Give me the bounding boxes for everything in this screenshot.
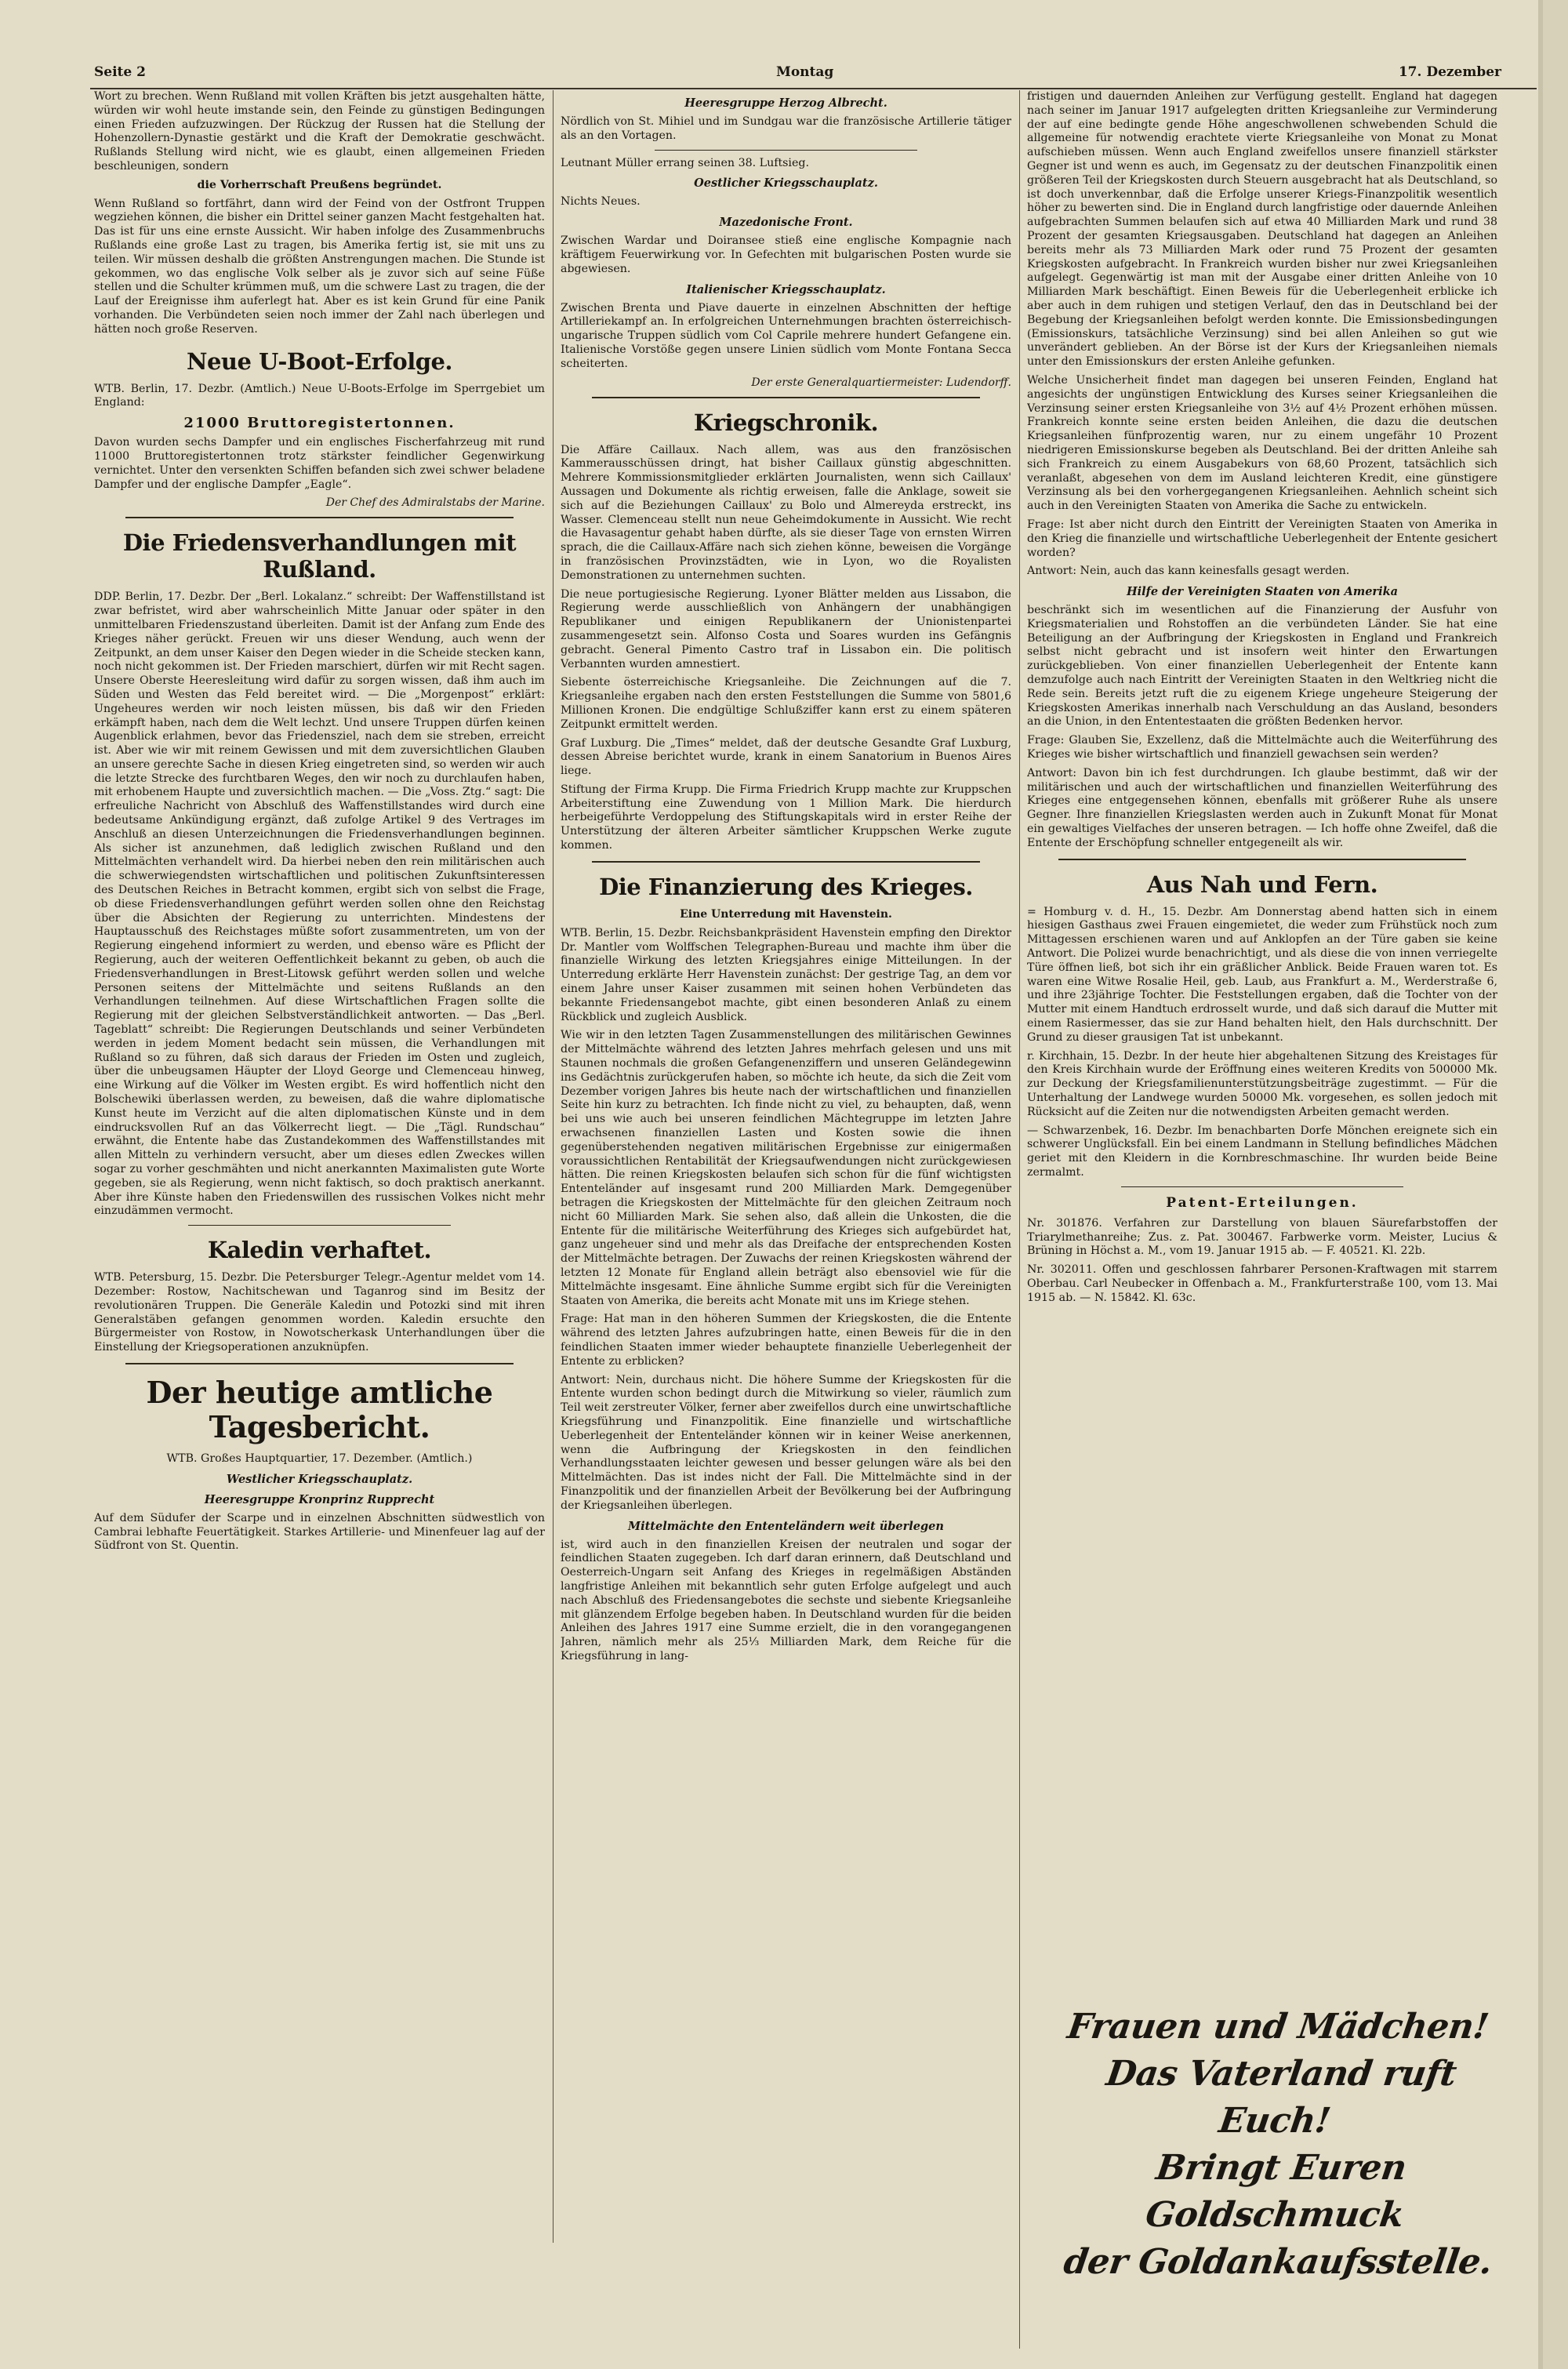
article-text: Frage: Ist aber nicht durch den Eintritt der Vereinigten Staaten von Amerika in den Krieg die finanzielle und wirtschaftliche Ueberlegenheit der Entente gesichert worden? — [1027, 518, 1497, 559]
subhead: Oestlicher Kriegsschauplatz. — [694, 176, 878, 191]
bericht-headline: Der heutige amtliche Tagesbericht. — [146, 1374, 493, 1444]
next-page-strip — [1543, 0, 1568, 2369]
separator — [1058, 859, 1466, 860]
ad-line: Bringt Euren Goldschmuck — [1143, 2148, 1409, 2235]
ad-line: Das Vaterland ruft Euch! — [1103, 2054, 1459, 2141]
tonnage-figure: 21000 Bruttoregistertonnen. — [183, 415, 456, 432]
article-text: Welche Unsicherheit findet man dagegen bei unseren Feinden, England hat angesichts der ungünstigen Entwicklung des Kurses seiner Kriegsanleihen die Verzinsung seiner ersten Kriegsanleihe von 3½ auf 4½ Prozent erhöhen müssen. Frankreich konnte seine ersten beiden Anleihen, die dazu die deutschen Kriegsanleihen fünfprozentig waren, nur zu einem ungefähr 10 Prozent niedrigeren Emissionskurse begeben als Deutschland. Bei der dritten Anleihe sah sich Frankreich zu einem Ausgabekurs von 68,60 Prozent, tatsächlich sich veranlaßt, abgesehen von dem im Ausland leichteren Kredit, eine günstigere Verzinsung als bei den vorhergegangenen Kriegsanleihen. Aehnlich scheint sich auch in den Vereinigten Staaten von Amerika die Sache zu entwickeln. — [1027, 373, 1497, 513]
column-2 — [561, 90, 1011, 2286]
weekday: Montag — [776, 64, 834, 80]
article-text: Davon wurden sechs Dampfer und ein englisches Fischerfahrzeug mit rund 11000 Bruttoregistertonnen trotz stärkster feindlicher Gegenwirkung vernichtet. Unter den versenkten Schiffen befanden sich zwei schwer beladene Dampfer und der englische Dampfer „Eagle“. — [94, 436, 545, 491]
subhead: Heeresgruppe Kronprinz Rupprecht — [204, 1492, 435, 1506]
frieden-headline: Die Friedensverhandlungen mit Rußland. — [122, 529, 517, 583]
article-text: Zwischen Brenta und Piave dauerte in einzelnen Abschnitten der heftige Artilleriekampf an. In erfolgreichen Unternehmungen brachten österreichisch-ungarische Truppen südlich vom Col Caprile mehrere hundert Gefangene ein. Italienische Vorstöße gegen unsere Linien südlich vom Monte Fontana Secca scheiterten. — [561, 301, 1011, 370]
subhead: Heeresgruppe Herzog Albrecht. — [684, 96, 887, 110]
article-text: r. Kirchhain, 15. Dezbr. In der heute hier abgehaltenen Sitzung des Kreistages für den Kreis Kirchhain wurde der Eröffnung eines weiteren Kredits von 500000 Mk. zur Deckung der Kriegsfamilienunterstützungsbeiträge zugestimmt. — Für die Unterhaltung der Landwege wurden 50000 Mk. vorgesehen, es sollen jedoch mit Rücksicht auf die Zeiten nur die notwendigsten Arbeiten gemacht werden. — [1027, 1049, 1497, 1118]
separator — [592, 397, 980, 398]
ad-line: der Goldankaufsstelle. — [1061, 2242, 1495, 2282]
article-text: Nr. 301876. Verfahren zur Darstellung von blauen Säurefarbstoffen der Triarylmethanreihe; Zus. z. Pat. 300467. Farbwerke vorm. Meister, Lucius & Brüning in Höchst a. M., vom 19. Januar 1915 ab. — F. 40521. Kl. 22b. — [1027, 1216, 1497, 1258]
kaledin-headline: Kaledin verhaftet. — [207, 1237, 432, 1264]
subhead: Mittelmächte den Ententeländern weit überlegen — [628, 1519, 944, 1533]
chronik-headline: Kriegschronik. — [693, 409, 879, 436]
column-1 — [94, 90, 545, 2207]
article-text: ist, wird auch in den finanziellen Kreisen der neutralen und sogar der feindlichen Staaten zugegeben. Ich darf daran erinnern, daß Deutschland und Oesterreich-Ungarn seit Anfang des Krieges in regelmäßigen Abständen langfristige Anleihen mit bekanntlich sehr guten Erfolge aufgelegt und auch nach Abschluß des Friedensangebotes die sechste und siebente Kriegsanleihe mit glänzendem Erfolge begeben haben. In Deutschland wurden für die beiden Anleihen des Jahres 1917 eine Summe erzielt, die in den vorangegangenen Jahren, nämlich mehr als 25⅓ Milliarden Mark, dem Reiche für die Kriegsführung in lang- — [561, 1538, 1011, 1662]
article-text: Frage: Hat man in den höheren Summen der Kriegskosten, die die Entente während des letzten Jahres aufzubringen hatte, einen Beweis für die in den feindlichen Staaten immer wieder behauptete finanzielle Ueberlegenheit der Entente zu erblicken? — [561, 1313, 1011, 1368]
finanzierung-headline: Die Finanzierung des Krieges. — [599, 873, 973, 900]
separator — [592, 861, 980, 863]
article-text: WTB. Berlin, 15. Dezbr. Reichsbankpräsident Havenstein empfing den Direktor Dr. Mantler vom Wolffschen Telegraphen-Bureau und machte ihm über die finanzielle Wirkung des letzten Kriegsjahres einige Mitteilungen. In der Unterredung erklärte Herr Havenstein zunächst: Der gestrige Tag, an dem vor einem Jahre unser Kaiser zusammen mit seinen hohen Verbündeten das bekannte Friedensangebot machte, gibt einen besonderen Anlaß zu einem Rückblick und zugleich Ausblick. — [561, 926, 1011, 1023]
article-text: Antwort: Nein, auch das kann keinesfalls gesagt werden. — [1027, 565, 1350, 578]
article-text: beschränkt sich im wesentlichen auf die Finanzierung der Ausfuhr von Kriegsmaterialien und Rohstoffen an die verbündeten Länder. Sie hat eine Beteiligung an der Aufbringung der Kriegskosten in England und Frankreich selbst nicht gebracht und ist insofern weit hinter den Erwartungen zurückgeblieben. Von einer finanziellen Ueberlegenheit der Entente kann demzufolge auch nach Eintritt der Vereinigten Staaten in den Weltkrieg nicht die Rede sein. Bereits jetzt ruft die zu eigenem Kriege ungeheure Steigerung der Kriegskosten Amerikas innerhalb nach Verschuldung an das Ausland, besonders an die Union, in den Ententestaaten die größten Bedenken hervor. — [1027, 604, 1497, 729]
ad-line: Frauen und Mädchen! — [1065, 2007, 1491, 2047]
article-text: WTB. Berlin, 17. Dezbr. (Amtlich.) Neue U-Boots-Erfolge im Sperrgebiet um England: — [94, 382, 545, 409]
article-text: Nichts Neues. — [561, 195, 641, 209]
article-text: Siebente österreichische Kriegsanleihe. Die Zeichnungen auf die 7. Kriegsanleihe ergaben nach den ersten Feststellungen die Summe von 5801,6 Millionen Kronen. Die endgültige Schlußziffer kann erst zu einem späteren Zeitpunkt ermittelt werden. — [561, 676, 1011, 731]
article-text: Leutnant Müller errang seinen 38. Luftsieg. — [561, 156, 809, 169]
article-text: Frage: Glauben Sie, Exzellenz, daß die Mittelmächte auch die Weiterführung des Krieges wie bisher wirtschaftlich und finanziell gewachsen sein werden? — [1027, 734, 1497, 761]
page-number: Seite 2 — [94, 64, 146, 80]
article-text: Graf Luxburg. Die „Times“ meldet, daß der deutsche Gesandte Graf Luxburg, dessen Abreise berichtet wurde, krank in einem Sanatorium in Buenos Aires liege. — [561, 736, 1011, 778]
separator — [125, 517, 514, 518]
article-text: Nr. 302011. Offen und geschlossen fahrbarer Personen-Kraftwagen mit starrem Oberbau. Carl Neubecker in Offenbach a. M., Frankfurterstraße 100, vom 13. Mai 1915 ab. — N. 15842. Kl. 63c. — [1027, 1263, 1497, 1304]
subtitle: Eine Unterredung mit Havenstein. — [680, 907, 892, 921]
article-text: Die Affäre Caillaux. Nach allem, was aus den französischen Kammerausschüssen dringt, hat bisher Caillaux günstig abgeschnitten. Mehrere Kommissionsmitglieder erklärten Journalisten, wenn sich Caillaux' Aussagen und Dokumente als richtig erweisen, falle die Anklage, soweit sie sich auf die Beziehungen Caillaux' zu Bolo und Almereyda erstreckt, ins Wasser. Clemenceau stellt nun neue Geheimdokumente in Aussicht. Wie recht die Havasagentur gehabt haben dürfte, als sie dieser Tage von ernsten Wirren sprach, die die Caillaux-Affäre nach sich ziehen könne, beweisen die Vorgänge in französischen Provinzstädten, wie in Lyon, wo die Royalisten Demonstrationen zu unternehmen suchten. — [561, 443, 1011, 582]
subhead: Italienischer Kriegsschauplatz. — [686, 282, 886, 296]
gold-appeal-advertisement — [1043, 2004, 1513, 2282]
separator — [125, 1363, 514, 1364]
signature: Der erste Generalquartiermeister: Ludendorff. — [751, 376, 1011, 389]
column-rule-2 — [1019, 90, 1020, 2349]
article-text: WTB. Petersburg, 15. Dezbr. Die Petersburger Telegr.-Agentur meldet vom 14. Dezember: Rostow, Nachitschewan und Taganrog sind im Besitz der revolutionären Truppen. Die Generäle Kaledin und Potozki sind mit ihren Generalstäben gefangen genommen worden. Kaledin ersuchte den Bürgermeister von Rostow, in Nowotscherkask Unterhandlungen über die Einstellung der Kriegsoperationen anzuknüpfen. — [94, 1271, 545, 1354]
separator — [1121, 1186, 1403, 1187]
patent-headline: Patent-Erteilungen. — [1166, 1194, 1359, 1211]
header-rule — [90, 88, 1537, 89]
article-text: Die neue portugiesische Regierung. Lyoner Blätter melden aus Lissabon, die Regierung werde ausschließlich von Anhängern der unabhängigen Republikaner und einigen Republikanern der Unionistenpartei zusammengesetzt sein. Alfonso Costa und Soares wurden ins Gefängnis gebracht. General Pimento Castro traf in Lissabon ein. Die politisch Verbannten wurden amnestiert. — [561, 587, 1011, 670]
subhead: Hilfe der Vereinigten Staaten von Amerika — [1126, 585, 1399, 599]
page-header — [94, 64, 1501, 88]
article-text: Wenn Rußland so fortfährt, dann wird der Feind von der Ostfront Truppen wegziehen können, die bisher ein Drittel seiner ganzen Macht festgehalten hat. Das ist für uns eine ernste Aussicht. Wir haben infolge des Zusammenbruchs Rußlands eine große Last zu tragen, bis Amerika fertig ist, sie mit uns zu teilen. Wir müssen deshalb die größten Anstrengungen machen. Die Stunde ist gekommen, wo das englische Volk selber als je zuvor sich auf seine Füße stellen und die Schulter krümmen muß, um die schwere Last zu tragen, die der Lauf der Ereignisse ihm auferlegt hat. Aber es ist kein Grund für eine Panik vorhanden. Die Verbündeten seien noch immer der Zahl nach überlegen und hätten noch große Reserven. — [94, 197, 545, 336]
nah-fern-headline: Aus Nah und Fern. — [1146, 870, 1378, 898]
date: 17. Dezember — [1398, 64, 1501, 80]
article-text: Wort zu brechen. Wenn Rußland mit vollen Kräften bis jetzt ausgehalten hätte, würden wir wohl heute imstande sein, den Feinde zu günstigen Bedingungen einen Frieden aufzuzwingen. Der Rückzug der Russen hat die Stellung der Hohenzollern-Dynastie gestärkt und die Kraft der Demokratie geschwächt. Rußlands Stellung wird nicht, wie es glaubt, einen allgemeinen Frieden beschleunigen, sondern — [94, 90, 545, 173]
signature: Der Chef des Admiralstabs der Marine. — [325, 496, 545, 510]
article-text: Stiftung der Firma Krupp. Die Firma Friedrich Krupp machte zur Kruppschen Arbeiterstiftung eine Zuwendung von 1 Million Mark. Die hierdurch herbeigeführte Verdoppelung des Stiftungskapitals wird in erster Reihe der Unterstützung der älteren Arbeiter sämtlicher Kruppschen Werke zugute kommen. — [561, 783, 1011, 852]
article-text: fristigen und dauernden Anleihen zur Verfügung gestellt. England hat dagegen nach seiner im Januar 1917 aufgelegten dritten Kriegsanleihe zur Verminderung der auf eine bedingte gende Höhe angeschwollenen schwebenden Schuld die allgemeine für notwendig erachtete vierte Kriegsanleihe von Monat zu Monat aufschieben müssen. Wenn auch England zweifellos unsere finanziell stärkster Gegner ist und wenn es auch, im Gegensatz zu der deutschen Finanzpolitik einen größeren Teil der Kriegskosten durch Steuern ausgebracht hat als Deutschland, so ist doch unverkennbar, daß die Erfolge unserer Kriegs-Finanzpolitik wesentlich höher zu bewerten sind. Die in England durch langfristige oder dauernde Anleihen aufgebrachten Summen belaufen sich auf etwa 40 Milliarden Mark und rund 38 Prozent der gesamten Kriegsausgaben. Deutschland hat dagegen an Anleihen bereits mehr als 73 Milliarden Mark oder rund 75 Prozent der gesamten Kriegskosten aufgebracht. In Frankreich wurden bisher nur zwei Kriegsanleihen aufgelegt. Gegenwärtig ist man mit der Ausgabe einer dritten Anleihe von 10 Milliarden Mark beschäftigt. Einen Beweis für die Ueberlegenheit erblicke ich aber auch in dem ruhigen und stetigen Verlauf, den das in Deutschland bei der Begebung der Kriegsanleihen befolgt werden konnte. Die Emissionsbedingungen (Emissionskurs, tatsächliche Verzinsung) sind bei allen Anleihen so gut wie unverändert geblieben. An der Börse ist der Kurs der Kriegsanleihen niemals unter den Emissionskurs der ersten Anleihe gefunken. — [1027, 90, 1497, 369]
article-text: DDP. Berlin, 17. Dezbr. Der „Berl. Lokalanz.“ schreibt: Der Waffenstillstand ist zwar befristet, wird aber wahrscheinlich Mitte Januar oder später in den unmittelbaren Friedenszustand überleiten. Damit ist der Anfang zum Ende des Krieges näher gerückt. Freuen wir uns dieser Wendung, auch wenn der Zeitpunkt, an dem unser Kaiser den Degen wieder in die Scheide stecken kann, noch nicht gekommen ist. Der Frieden marschiert, dürfen wir mit Recht sagen. Unsere Oberste Heeresleitung wird dafür zu sorgen wissen, daß ihm auch im Süden und Westen das Feld bereitet wird. — Die „Morgenpost“ erklärt: Ungeheures werden wir noch leisten müssen, bis daß wir den Frieden erkämpft haben, nach dem die Welt lechzt. Und unsere Truppen dürfen keinen Augenblick erlahmen, bevor das Friedensziel, nach dem sie streben, erreicht ist. Aber wie wir mit reinem Gewissen und mit dem zuversichtlichen Glauben an unsere gerechte Sache in diesen Krieg eingetreten sind, so werden wir auch die letzte Strecke des furchtbaren Weges, den wir noch zu durchlaufen haben, mit erhobenem Haupte und zuversichtlich machen. — Die „Voss. Ztg.“ sagt: Die erfreuliche Nachricht von Abschluß des Waffenstillstandes wird durch eine bedeutsame Ankündigung ergänzt, daß zufolge Artikel 9 des Vertrages im Anschluß an diesen Unterzeichnungen die Friedensverhandlungen beginnen. Als sicher ist anzunehmen, daß lediglich zwischen Rußland und den Mittelmächten verhandelt wird. Da hierbei neben den rein militärischen auch die schwerwiegendsten wirtschaftlichen und politischen Zukunftsinteressen des Deutschen Reiches in Betracht kommen, ergibt sich von selbst die Frage, ob diese Friedensverhandlungen geführt werden sollen ohne den Reichstag über die Absichten der Regierung zu unterrichten. Mindestens der Hauptausschuß des Reichstages müßte sofort zusammentreten, um von der Regierung eingehend informiert zu werden, und ebenso wäre es Pflicht der Regierung, auch der weiteren Oeffentlichkeit bekannt zu geben, ob auch die Friedensverhandlungen in Brest-Litowsk geführt werden sollen und welche Personen seitens der Mittelmächte und seitens Rußlands an den Verhandlungen teilnehmen. Auf diese Wirtschaftlichen Fragen sollte die Regierung mit der gleichen Selbstverständlichkeit antworten. — Das „Berl. Tageblatt“ schreibt: Die Regierungen Deutschlands und seiner Verbündeten werden in jedem Moment bedacht sein müssen, die Verhandlungen mit Rußland so zu führen, daß sich daraus der Frieden im Osten und zugleich, über die unbeugsamen Häupter der Lloyd George und Clemenceau hinweg, eine Wirkung auf die Völker im Westen ergibt. Es wird hoffentlich nicht den Bolschewiki überlassen werden, zu beweisen, daß die wahre diplomatische Kunst heute im Verzicht auf die alten diplomatischen Künste und in dem eindrucksvollen Ruf an das Völkerrecht liegt. — Die „Tägl. Rundschau“ erwähnt, die Entente habe das Zustandekommen des Waffenstillstandes mit allen Mitteln zu verhindern versucht, aber um dieses edlen Zweckes willen sogar zu vorher geschmähten und nicht anerkannten Maximalisten gute Worte gegeben, sie als Regierung, wenn nicht faktisch, so doch praktisch anerkannt. Aber ihre Künste haben den Friedenswillen des russischen Volkes nicht mehr einzudämmen vermocht. — [94, 590, 545, 1218]
subhead: Mazedonische Front. — [719, 216, 853, 230]
article-text: Zwischen Wardar und Doiransee stieß eine englische Kompagnie nach kräftigem Feuerwirkung vor. In Gefechten mit bulgarischen Posten wurde sie abgewiesen. — [561, 234, 1011, 275]
article-text: Wie wir in den letzten Tagen Zusammenstellungen des militärischen Gewinnes der Mittelmächte während des letzten Jahres mehrfach gelesen und uns mit Staunen nochmals die großen Gefangenenziffern und unseren Geländegewinn ins Gedächtnis zurückgerufen haben, so möchte ich heute, da sich die Zeit vom Dezember vorigen Jahres bis heute nach der wirtschaftlichen und finanziellen Seite hin kurz zu betrachten. Ich finde nicht zu viel, zu behaupten, daß, wenn bei uns wie auch bei unseren feindlichen Mächtegruppe im letzten Jahre erwachsenen finanziellen Lasten und Kosten sowie die ihnen gegenüberstehenden negativen militärischen Ergebnisse zur einigermaßen voraussichtlichen Rentabilität der Kriegsaufwendungen nicht zurückgewiesen hätten. Die reinen Kriegskosten belaufen sich schon für die fünf wichtigsten Ententeländer auf insgesamt rund 200 Milliarden Mark. Demgegenüber betragen die Kriegskosten der Mittelmächte für den gleichen Zeitraum noch nicht 60 Milliarden Mark. Sie sehen also, daß allein die Unkosten, die die Entente für die militärische Weiterführung des Krieges sich aufgebürdet hat, ganz ungeheuer sind und mehr als das Dreifache der entsprechenden Kosten der Mittelmächte betragen. Der Zuwachs der reinen Kriegskosten während der letzten 12 Monate für England allein beträgt also ebensoviel wie für die Mittelmächte insgesamt. Eine ähnliche Summe ergibt sich für die Vereinigten Staaten von Amerika, die bereits acht Monate mit uns im Kriege stehen. — [561, 1029, 1011, 1307]
article-text: Antwort: Nein, durchaus nicht. Die höhere Summe der Kriegskosten für die Entente wurden schon bedingt durch die Mitwirkung so vieler, räumlich zum Teil weit zerstreuter Völker, ferner aber zweifellos durch eine unwirtschaftliche Kriegsführung und Finanzpolitik. Eine finanzielle und wirtschaftliche Ueberlegenheit der Ententeländer können wir in keiner Weise anerkennen, wenn die Aufbringung der Kriegskosten in den feindlichen Verhandlungsstaaten leichter gewesen und besser gelungen wäre als bei den Mittelmächten. Das ist indes nicht der Fall. Die Mittelmächte sind in der Finanzpolitik und der finanziellen Arbeit der Bevölkerung bei der Aufbringung der Kriegsanleihen überlegen. — [561, 1373, 1011, 1512]
article-text: — Schwarzenbek, 16. Dezbr. Im benachbarten Dorfe Mönchen ereignete sich ein schwerer Unglücksfall. Ein bei einem Landmann in Stellung befindliches Mädchen geriet mit den Kleidern in die Kornbreschmaschine. Ihr wurden beide Beine zermalmt. — [1027, 1124, 1497, 1179]
separator — [655, 150, 917, 151]
uboot-headline: Neue U-Boot-Erfolge. — [186, 347, 453, 375]
article-text: Antwort: Davon bin ich fest durchdrungen. Ich glaube bestimmt, daß wir der militärischen und auch der wirtschaftlichen und finanziellen Weiterführung des Krieges eine entgegensehen können, ebenfalls mit größerer Ruhe als unsere Gegner. Ihre finanziellen Kriegslasten werden auch in Zukunft Monat für Monat ein gewaltiges Vielfaches der unseren betragen. — Ich hoffe ohne Zweifel, daß die Entente der Erschöpfung schneller entgegeneilt als wir. — [1027, 766, 1497, 849]
article-text: Auf dem Südufer der Scarpe und in einzelnen Abschnitten südwestlich von Cambrai lebhafte Feuertätigkeit. Starkes Artillerie- und Minenfeuer lag auf der Südfront von St. Quentin. — [94, 1511, 545, 1553]
separator — [188, 1225, 451, 1226]
subhead: Westlicher Kriegsschauplatz. — [226, 1472, 413, 1486]
article-text: Nördlich von St. Mihiel und im Sundgau war die französische Artillerie tätiger als an den Vortagen. — [561, 115, 1011, 142]
article-text: die Vorherrschaft Preußens begründet. — [197, 178, 442, 191]
dateline: WTB. Großes Hauptquartier, 17. Dezember. (Amtlich.) — [166, 1452, 473, 1465]
column-rule-1 — [553, 90, 554, 2243]
article-text: = Homburg v. d. H., 15. Dezbr. Am Donnerstag abend hatten sich in einem hiesigen Gasthaus zwei Frauen eingemietet, die weder zum Frühstück noch zum Mittagessen erschienen waren und auf Anklopfen an der Türe gaben sie keine Antwort. Die Polizei wurde benachrichtigt, und als diese die von innen verriegelte Türe öffnen ließ, bot sich ihr ein gräßlicher Anblick. Beide Frauen waren tot. Es waren eine Witwe Rosalie Heil, geb. Laub, aus Frankfurt a. M., Werderstraße 6, und ihre 23jährige Tochter. Die Feststellungen ergaben, daß die Tochter von der Mutter mit einem Handtuch erdrosselt wurde, und daß sich darauf die Mutter mit einem Rasiermesser, das sie zur Hand behalten hielt, den Hals durchschnitt. Der Grund zu dieser grausigen Tat ist unbekannt. — [1027, 905, 1497, 1044]
